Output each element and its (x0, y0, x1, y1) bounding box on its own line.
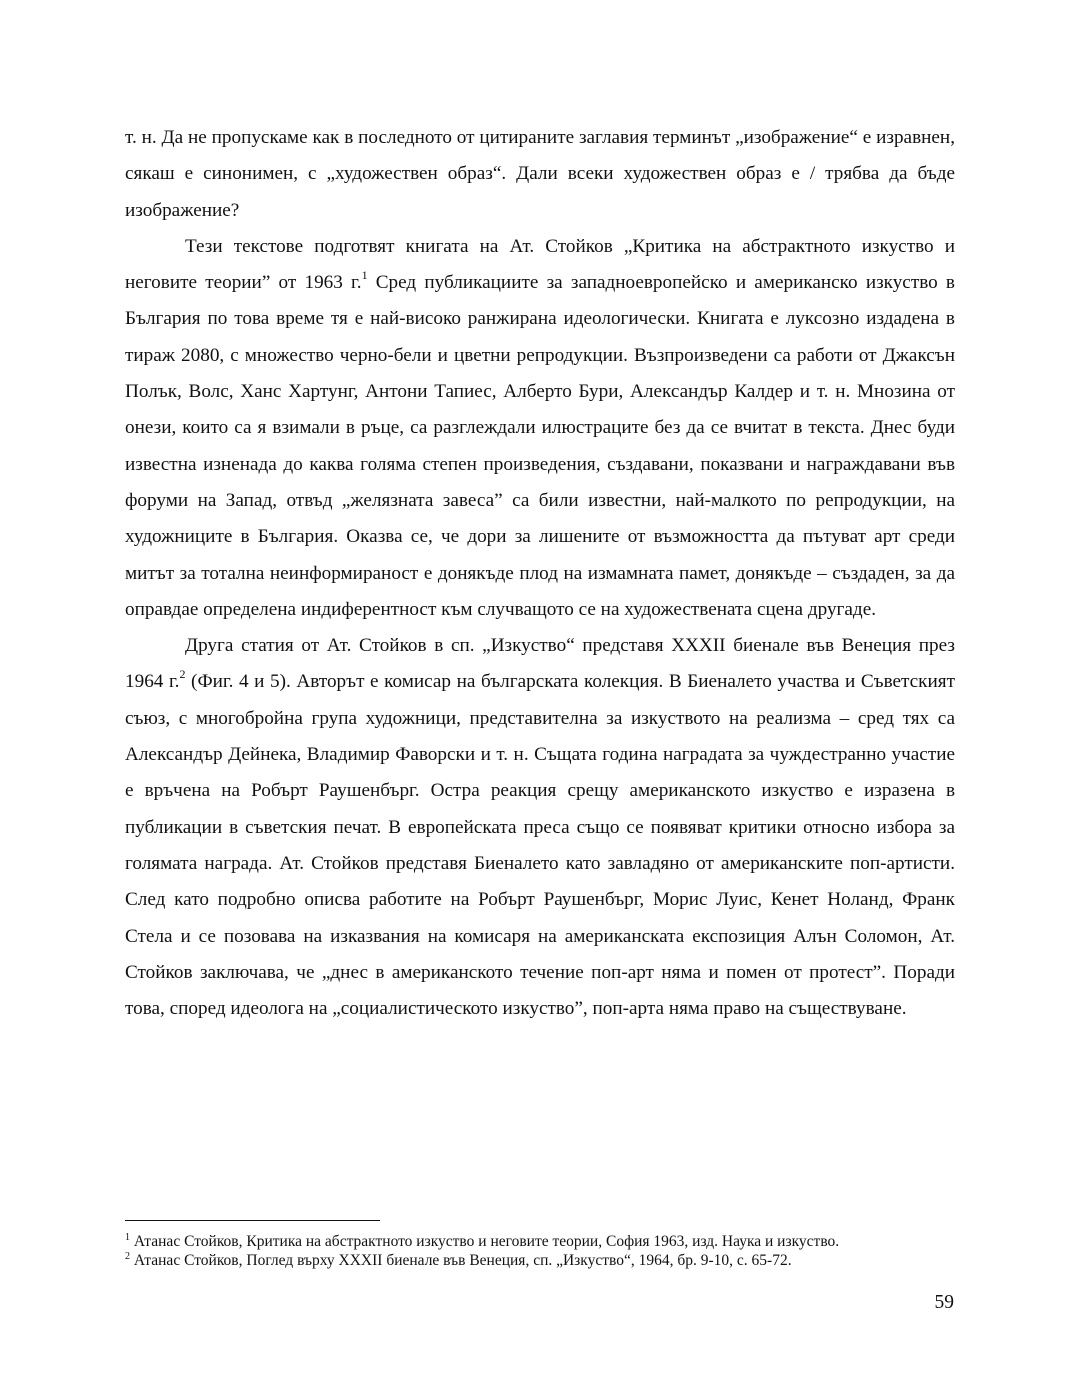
paragraph-1 (125, 120, 955, 229)
paragraph-2-text-after: Сред публикациите за западноевропейско и американско изкуство в България по това време тя е най-високо ранжирана идеологически. Книгата е луксозно издадена в тираж 2080, с множество черно-бели и цветни репродукции. Възпроизведени са работи от Джаксън Полък, Волс, Ханс Хартунг, Антони Тапиес, Алберто Бури, Александър Калдер и т. н. Мнозина от онези, които са я взимали в ръце, са разглеждали илюстраците без да се вчитат в текста. Днес буди известна изненада до каква голяма степен произведения, създавани, показвани и награждавани във форуми на Запад, отвъд „желязната завеса” са били известни, най-малкото по репродукции, на художниците в България. Оказва се, че дори за лишените от възможността да пътуват арт среди митът за тотална неинформираност е донякъде плод на измамната памет, донякъде – създаден, за да оправдае определена индиферентност към случващото се на художествената сцена другаде. (125, 272, 955, 620)
footnote-ref-1[interactable]: 1 (361, 268, 368, 283)
footnote-ref-2[interactable]: 2 (179, 667, 186, 682)
paragraph-3 (125, 628, 955, 1027)
footnote-1-number: 1 (125, 1232, 130, 1243)
footnote-separator (125, 1220, 380, 1221)
paragraph-3-text-after: (Фиг. 4 и 5). Авторът е комисар на българската колекция. В Биеналето участва и Съветският съюз, с многобройна група художници, представителна за изкуството на реализма – сред тях са Александър Дейнека, Владимир Фаворски и т. н. Същата година наградата за чуждестранно участие е връчена на Робърт Раушенбърг. Остра реакция срещу американското изкуство е изразена в публикации в съветския печат. В европейската преса също се появяват критики относно избора за голямата награда. Ат. Стойков представя Биеналето като завладяно от американските поп-артисти. След като подробно описва работите на Робърт Раушенбърг, Морис Луис, Кенет Ноланд, Франк Стела и се позовава на изказвания на комисаря на американската експозиция Алън Соломон, Ат. Стойков заключава, че „днес в американското течение поп-арт няма и помен от протест”. Поради това, според идеолога на „социалистическото изкуство”, поп-арта няма право на съществуване. (125, 671, 955, 1020)
footnotes (125, 1232, 955, 1270)
footnote-2-number: 2 (125, 1251, 130, 1262)
footnote-2 (125, 1251, 955, 1270)
paragraph-1-text: т. н. Да не пропускаме как в последното от цитираните заглавия терминът „изображение“ е изравнен, сякаш е синонимен, с „художествен образ“. Дали всеки художествен образ е / трябва да бъде изображение? (125, 127, 955, 221)
page-number: 59 (934, 1292, 954, 1313)
footnote-1 (125, 1232, 955, 1251)
footnote-1-text: Атанас Стойков, Критика на абстрактното изкуство и неговите теории, София 1963, изд. Наука и изкуство. (130, 1233, 840, 1250)
page-body (125, 120, 955, 1027)
paragraph-3-text-before: Друга статия от Ат. Стойков в сп. „Изкуство“ представя XXXII биенале във Венеция през 1964 г. (125, 635, 955, 693)
paragraph-2 (125, 229, 955, 628)
footnote-2-text: Атанас Стойков, Поглед върху XXXII биенале във Венеция, сп. „Изкуство“, 1964, бр. 9-10, с. 65-72. (130, 1252, 792, 1269)
paragraph-2-text-before: Тези текстове подготвят книгата на Ат. Стойков „Критика на абстрактното изкуство и неговите теории” от 1963 г. (125, 235, 955, 294)
